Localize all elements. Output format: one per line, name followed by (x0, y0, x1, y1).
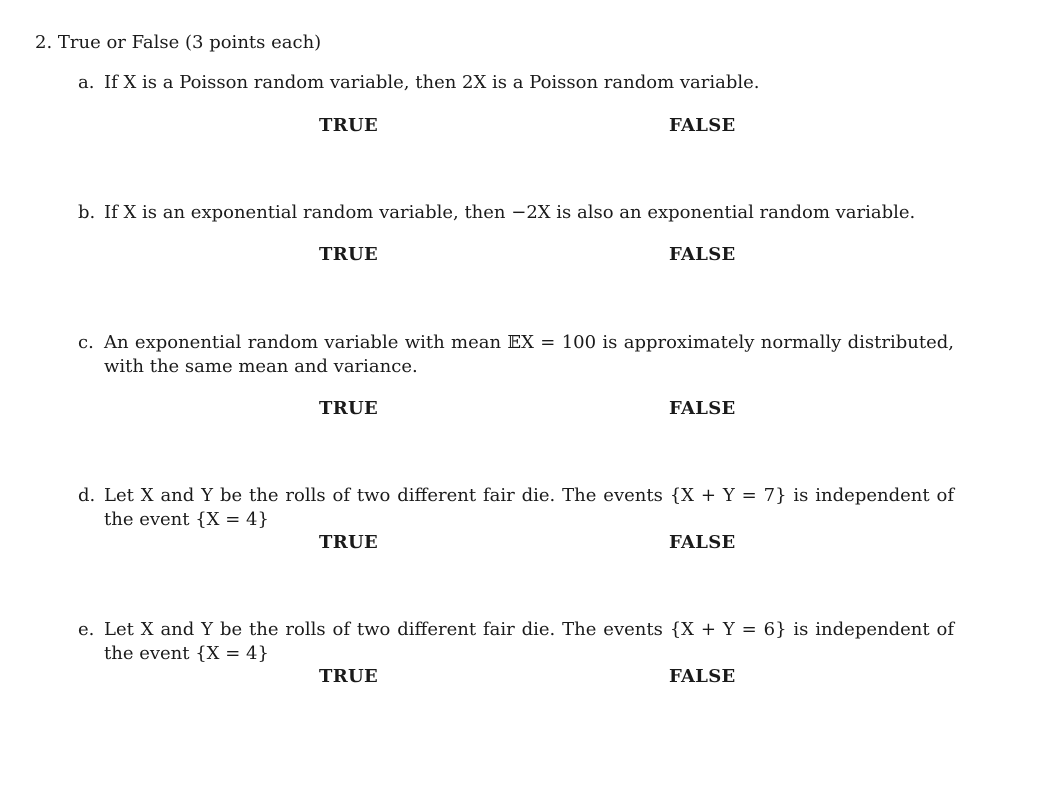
question-text-container (78, 71, 954, 95)
true-option[interactable]: TRUE (319, 532, 378, 553)
true-option[interactable]: TRUE (319, 115, 378, 136)
true-option[interactable]: TRUE (319, 666, 378, 687)
question-text: Let X and Y be the rolls of two different fair die. The events {X + Y = 6} is independent of the event {X = 4} (104, 619, 954, 664)
question-letter: b. (78, 202, 96, 223)
question-text: If X is an exponential random variable, then −2X is also an exponential random variable. (104, 202, 916, 223)
problem-heading: 2. True or False (3 points each) (35, 32, 322, 53)
question-text-container (78, 484, 954, 532)
question-text-container (78, 618, 954, 666)
question-letter: c. (78, 332, 94, 353)
false-option[interactable]: FALSE (669, 244, 736, 265)
question-text-container (78, 331, 954, 379)
question-letter: d. (78, 485, 96, 506)
true-option[interactable]: TRUE (319, 244, 378, 265)
question-text: If X is a Poisson random variable, then 2X is a Poisson random variable. (104, 72, 760, 93)
true-option[interactable]: TRUE (319, 398, 378, 419)
false-option[interactable]: FALSE (669, 532, 736, 553)
false-option[interactable]: FALSE (669, 115, 736, 136)
question-text: Let X and Y be the rolls of two different fair die. The events {X + Y = 7} is independent of the event {X = 4} (104, 485, 954, 530)
question-text-container (78, 201, 954, 225)
question-letter: e. (78, 619, 95, 640)
question-text: An exponential random variable with mean 𝔼X = 100 is approximately normally distributed, with the same mean and variance. (104, 332, 954, 377)
question-letter: a. (78, 72, 95, 93)
false-option[interactable]: FALSE (669, 398, 736, 419)
false-option[interactable]: FALSE (669, 666, 736, 687)
